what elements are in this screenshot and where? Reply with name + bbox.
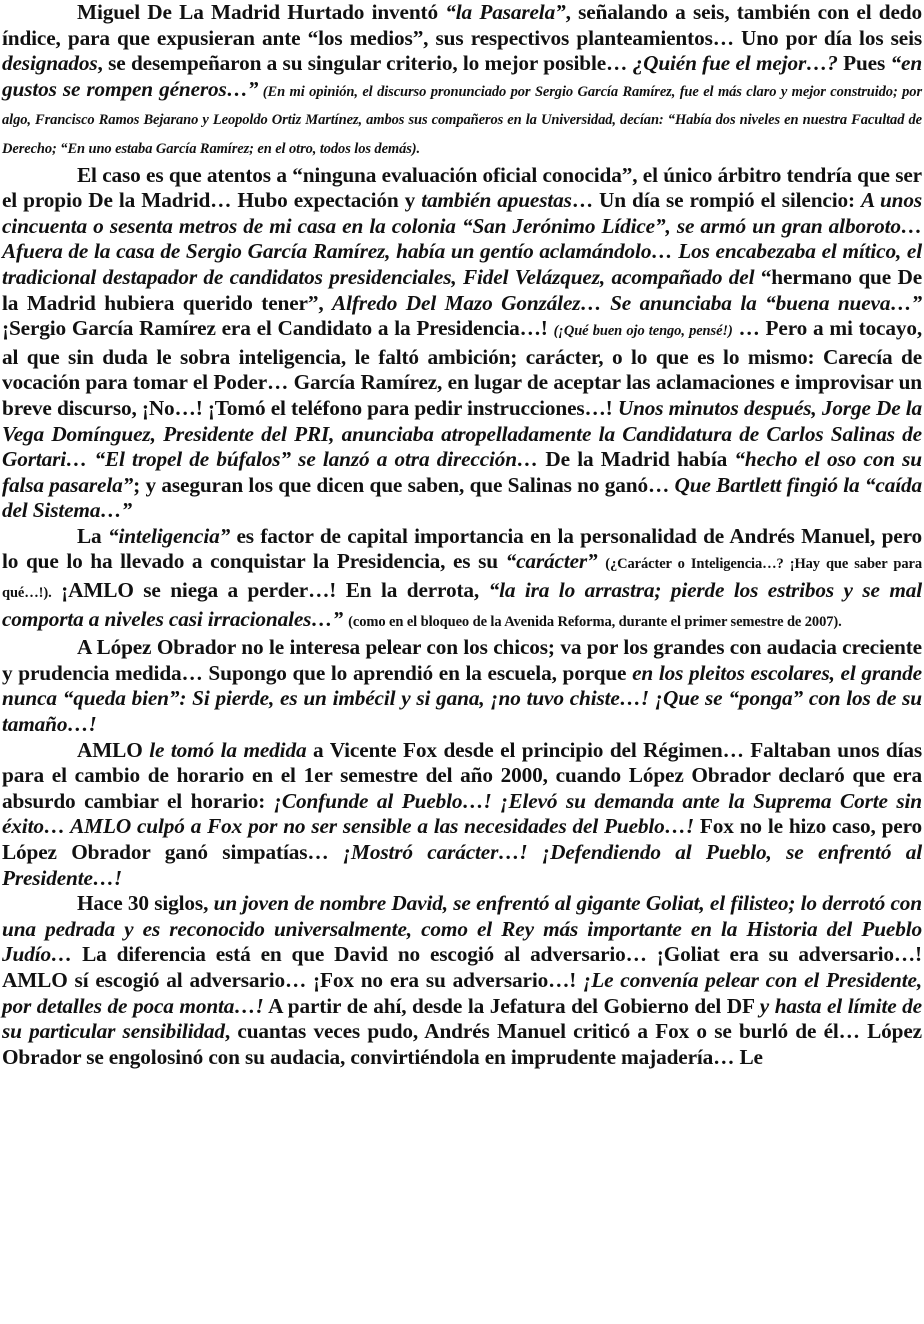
text-run: … Pero a mi tocayo, al que sin duda le sobra inteligencia, le faltó ambición; carácter, o lo que es lo mismo: Carecía de vocación para tomar el Poder… García Ramírez, en lugar de aceptar las aclamaciones e improvisar un breve discurso, ¡No…! ¡Tomó el teléfono para pedir instrucciones…! (2, 316, 922, 420)
text-run: ; y aseguran los que dicen que saben, que Salinas no ganó… (133, 472, 675, 497)
text-run: Que Bartlett fingió la “caída del Sistema…” (2, 472, 922, 523)
text-run: Miguel De La Madrid Hurtado inventó (77, 0, 446, 24)
text-run: “hermano que De la Madrid hubiera querido tener”, (2, 264, 922, 315)
text-run: AMLO (77, 737, 150, 762)
text-run: (¿Carácter o Inteligencia…? ¡Hay que saber para qué…!). (2, 556, 922, 602)
paragraph (2, 0, 922, 163)
text-run: también apuestas (421, 188, 572, 213)
text-run: Alfredo Del Mazo González… Se anunciaba la “buena nueva…” (332, 290, 922, 315)
paragraph (2, 738, 922, 892)
text-run: A unos cincuenta o sesenta metros de mi casa en la colonia “San Jerónimo Lídice”, se armó un gran alboroto… Afuera de la casa de Sergio García Ramírez, había un gentío aclamándolo… Los encabezaba el mítico, el tradicional destapador de candidatos presidenciales, Fidel Velázquez, acompañado del (2, 188, 922, 289)
text-run: “en gustos se rompen géneros…” (2, 51, 923, 101)
text-run: A partir de ahí, desde la Jefatura del Gobierno del DF (263, 993, 760, 1018)
text-run: De la Madrid había (538, 447, 735, 472)
text-run: “la ira lo arrastra; pierde los estribos y se mal comporta a niveles casi irracionales…” (2, 578, 922, 631)
text-run: La (77, 523, 108, 548)
text-run: “hecho el oso con su falsa pasarela” (2, 447, 922, 497)
text-run: , se desempeñaron a su singular criterio, lo mejor posible… (97, 51, 633, 76)
paragraph (2, 891, 922, 1070)
text-run: ¡Confunde al Pueblo…! ¡Elevó su demanda ante la Suprema Corte sin éxito… AMLO culpó a Fox por no ser sensible a las necesidades del Pueblo…! (2, 788, 922, 839)
text-run: “inteligencia” (107, 523, 231, 548)
paragraph (2, 524, 922, 635)
text-run: Pues (837, 51, 891, 76)
text-run: Hace 30 siglos, (77, 891, 214, 916)
text-run: ¡Mostró carácter…! ¡Defendiendo al Pueblo, se enfrentó al Presidente…! (2, 840, 923, 890)
text-run: a Vicente Fox desde el principio del Régimen… Faltaban unos días para el cambio de horario en el 1er semestre del año 2000, cuando López Obrador declaró que era absurdo cambiar el horario: (2, 737, 923, 813)
text-run: es factor de capital importancia en la personalidad de Andrés Manuel, pero lo que lo ha llevado a conquistar la Presidencia, es su (2, 523, 922, 574)
text-run: “carácter” (505, 549, 598, 574)
text-run: A López Obrador no le interesa pelear con los chicos; va por los grandes con audacia creciente y prudencia medida… Supongo que lo aprendió en la escuela, porque (2, 635, 922, 685)
text-run: (En mi opinión, el discurso pronunciado por Sergio García Ramírez, fue el más claro y mejor construido; por algo, Francisco Ramos Bejarano y Leopoldo Ortiz Martínez, ambos sus compañeros en la Universidad, decían: “Había dos niveles en nuestra Facultad de Derecho; “En uno estaba García Ramírez; en el otro, todos los demás). (2, 83, 922, 157)
text-run: ¡Sergio García Ramírez era el Candidato a la Presidencia…! (2, 316, 554, 341)
text-run: Fox no le hizo caso, pero López Obrador ganó simpatías… (2, 814, 923, 864)
text-run: y hasta el límite de su particular sensibilidad (2, 993, 922, 1044)
text-run: ¿Quién fue el mejor…? (632, 51, 838, 76)
text-run: , señalando a seis, también con el dedo índice, para que expusieran ante “los medios”, sus respectivos planteamientos… Uno por día los seis (2, 0, 922, 50)
text-run: … Un día se rompió el silencio: (571, 188, 862, 213)
paragraph (2, 635, 922, 737)
text-run: Unos minutos después, Jorge De la Vega Domínguez, Presidente del PRI, anunciaba atropelladamente la Candidatura de Carlos Salinas de Gortari… “El tropel de búfalos” se lanzó a otra dirección… (2, 395, 922, 472)
text-run: (¡Qué buen ojo tengo, pensé!) (553, 323, 733, 340)
text-run: un joven de nombre David, se enfrentó al gigante Goliat, el filisteo; lo derrotó con una pedrada y es reconocido universalmente, como el Rey más importante en la Historia del Pueblo Judío… (2, 891, 922, 967)
paragraph (2, 163, 922, 524)
text-run: ¡Le convenía pelear con el Presidente, por detalles de poca monta…! (2, 967, 922, 1018)
text-run: en los pleitos escolares, el grande nunca “queda bien”: Si pierde, es un imbécil y si gana, ¡no tuvo chiste…! ¡Que se “ponga” con los de su tamaño…! (2, 660, 922, 737)
text-run: le tomó la medida (149, 737, 307, 762)
text-run: “la Pasarela” (445, 0, 566, 24)
text-run: (como en el bloqueo de la Avenida Reforma, durante el primer semestre de 2007). (348, 613, 842, 630)
text-run: , cuantas veces pudo, Andrés Manuel criticó a Fox o se burló de él… López Obrador se engolosinó con su audacia, convirtiéndola en imprudente majadería… Le (2, 1019, 922, 1069)
text-run: designados (2, 51, 98, 76)
text-run: El caso es que atentos a “ninguna evaluación oficial conocida”, el único árbitro tendría que ser el propio De la Madrid… Hubo expectación y (2, 162, 922, 213)
text-run: La diferencia está en que David no escogió al adversario… ¡Goliat era su adversario…! AMLO sí escogió al adversario… ¡Fox no era su adversario…! (2, 942, 922, 992)
text-run: ¡AMLO se niega a perder…! En la derrota, (51, 578, 489, 603)
